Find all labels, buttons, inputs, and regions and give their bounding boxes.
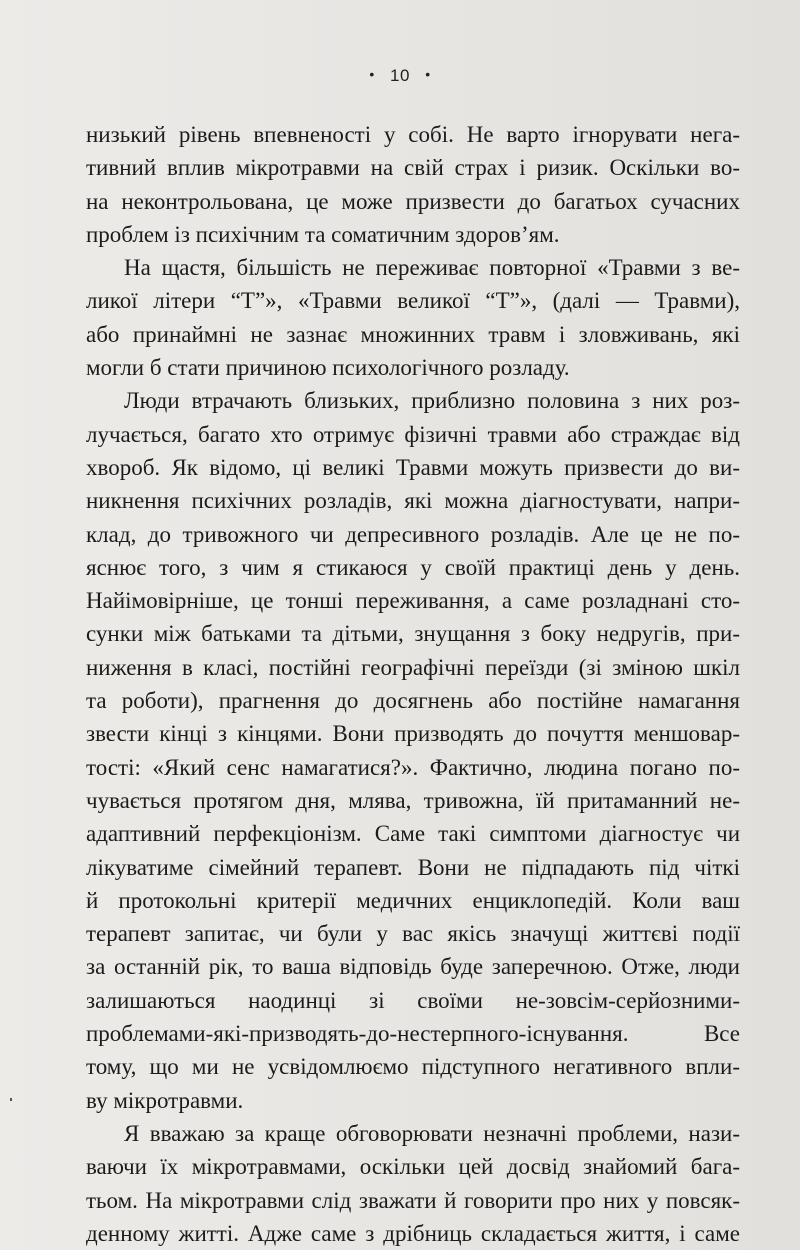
page-number-value: 10 — [390, 66, 410, 85]
text-line: адаптивний перфекціонізм. Саме такі симптоми діагностує чи — [86, 821, 740, 847]
page-number-dot-right: • — [425, 66, 431, 82]
text-line: чувається протягом дня, млява, тривожна, їй притаманний не- — [86, 787, 740, 813]
page-number-dot-left: • — [369, 66, 375, 82]
text-line: хвороб. Як відомо, ці великі Травми можуть призвести до ви- — [86, 454, 740, 480]
text-line: й протокольні критерії медичних енциклопедій. Коли ваш — [86, 887, 740, 913]
text-line: ваючи їх мікротравмами, оскільки цей досвід знайомий бага- — [86, 1154, 740, 1180]
text-line: за останній рік, то ваша відповідь буде заперечною. Отже, люди — [86, 954, 740, 980]
text-line: могли б стати причиною психологічного розладу. — [86, 355, 570, 381]
text-line: та роботи), прагнення до досягнень або постійне намагання — [86, 688, 740, 714]
text-line: проблемами-які-призводять-до-нестерпного-існування. Все — [86, 1021, 740, 1047]
text-line: Я вважаю за краще обговорювати незначні проблеми, нази- — [124, 1120, 740, 1146]
paragraph — [86, 384, 740, 1117]
text-line: тивний вплив мікротравми на свій страх і ризик. Оскільки во- — [86, 155, 740, 181]
text-line: клад, до тривожного чи депресивного розладів. Але це не по- — [86, 521, 740, 547]
text-line: ву мікротравми. — [86, 1087, 244, 1113]
text-line: проблем із психічним та соматичним здоров’ям. — [86, 221, 560, 247]
text-line: терапевт запитає, чи були у вас якісь значущі життєві події — [86, 921, 740, 947]
text-line: низький рівень впевненості у собі. Не варто ігнорувати нега- — [86, 122, 740, 147]
text-line: звести кінці з кінцями. Вони призводять до почуття меншовар- — [86, 721, 740, 747]
text-line: лікуватиме сімейний терапевт. Вони не підпадають під чіткі — [86, 854, 740, 880]
text-line: тьом. На мікротравми слід зважати й говорити про них у повсяк- — [86, 1187, 740, 1213]
text-line: никнення психічних розладів, які можна діагностувати, напри- — [86, 488, 740, 514]
text-line: залишаються наодинці зі своїми не-зовсім-серйозними- — [86, 987, 740, 1013]
text-line: на неконтрольована, це може призвести до багатьох сучасних — [86, 188, 740, 214]
text-line: сунки між батьками та дітьми, знущання з боку недругів, при- — [86, 621, 740, 647]
page-edge-mark — [10, 1098, 12, 1101]
paragraph — [86, 251, 740, 384]
text-line: лучається, багато хто отримує фізичні травми або страждає від — [86, 421, 740, 447]
text-line: ниження в класі, постійні географічні переїзди (зі зміною шкіл — [86, 654, 740, 680]
text-line: денному житті. Адже саме з дрібниць складається життя, і саме — [86, 1220, 740, 1246]
text-line: або принаймні не зазнає множинних травм і зловживань, які — [86, 321, 740, 347]
page-number — [0, 66, 800, 86]
text-line: ликої літери “Т”», «Травми великої “Т”», (далі — Травми), — [86, 288, 740, 314]
body-text — [86, 118, 740, 1250]
text-line: Найімовірніше, це тонші переживання, а саме розладнані сто- — [86, 588, 740, 614]
paragraph — [86, 118, 740, 251]
text-line: яснює того, з чим я стикаюся у своїй практиці день у день. — [86, 554, 740, 580]
paragraph — [86, 1117, 740, 1250]
text-line: тому, що ми не усвідомлюємо підступного негативного впли- — [86, 1054, 740, 1080]
text-line: Люди втрачають близьких, приблизно половина з них роз- — [124, 388, 740, 414]
text-line: тості: «Який сенс намагатися?». Фактично, людина погано по- — [86, 754, 740, 780]
text-line: На щастя, більшість не переживає повторної «Травми з ве- — [124, 255, 740, 281]
